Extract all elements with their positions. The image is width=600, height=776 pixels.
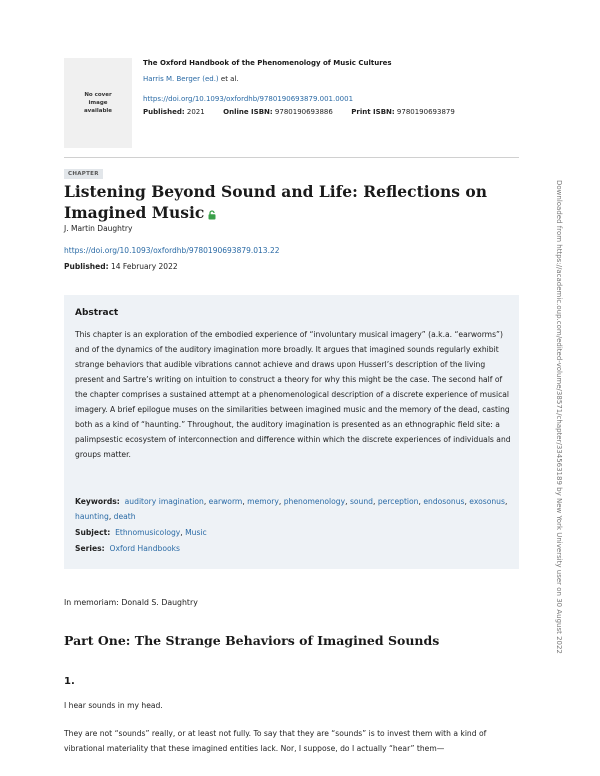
keyword-link[interactable]: sound	[349, 497, 373, 506]
series-link[interactable]: Oxford Handbooks	[109, 544, 180, 553]
section-heading: 1.	[64, 676, 75, 687]
keyword-link[interactable]: death	[113, 512, 136, 521]
download-watermark: Downloaded from https://academic.oup.com/edited-volume/38571/chapter/334563189 by New York University user on 30 August 2022	[555, 180, 563, 654]
keyword-link[interactable]: endosonus	[423, 497, 465, 506]
subject-link[interactable]: Music	[185, 528, 207, 537]
keyword-link[interactable]: earworm	[208, 497, 243, 506]
body-paragraph: They are not “sounds” really, or at least not fully. To say that they are “sounds” is to invest them with a kind of vibrational materiality that these imagined entities lack. Nor, I suppose, do I actually “hear” them—	[64, 729, 487, 753]
abstract-heading: Abstract	[75, 308, 119, 318]
part-heading: Part One: The Strange Behaviors of Imagined Sounds	[64, 633, 440, 648]
subject-row: Subject: Ethnomusicology, Music	[75, 528, 207, 537]
chapter-published	[64, 262, 178, 271]
book-published-label: Published:	[143, 108, 185, 116]
editor-link[interactable]: Harris M. Berger (ed.)	[143, 75, 219, 83]
subject-link[interactable]: Ethnomusicology	[115, 528, 181, 537]
online-isbn-value: 9780190693886	[272, 108, 333, 116]
keyword-link[interactable]: auditory imagination	[124, 497, 204, 506]
subject-label: Subject:	[75, 528, 111, 537]
cover-placeholder-text: No cover image available	[83, 92, 113, 114]
print-isbn-value: 9780190693879	[394, 108, 455, 116]
chapter-title	[64, 181, 524, 225]
book-editors	[143, 75, 239, 83]
book-title: The Oxford Handbook of the Phenomenology of Music Cultures	[143, 59, 392, 67]
keyword-link[interactable]: memory	[247, 497, 279, 506]
book-published-value: 2021	[184, 108, 205, 116]
abstract-text: This chapter is an exploration of the embodied experience of “involuntary musical imagery” (a.k.a. “earworms”) and of the dynamics of the auditory imagination more broadly. It argues that imagined sounds regularly exhibit strange behaviors that audible vibrations cannot achieve and draws upon Husserl’s description of the living present and Sartre’s writing on intuition to construct a theory for why this might be the case. The second half of the chapter comprises a sustained attempt at a phenomenological description of a discrete experience of musical imagery. A brief epilogue muses on the similarities between imagined music and the memory of the dead, casting both as a kind of “haunting.” Throughout, the auditory imagination is presented as an ethnographic field site: a palimpsestic ecosystem of interconnection and difference within which the discrete experiences of individuals and groups matter.	[75, 330, 511, 459]
online-isbn-label: Online ISBN:	[223, 108, 273, 116]
book-publication-info	[143, 108, 455, 116]
chapter-badge: CHAPTER	[64, 169, 103, 179]
chapter-author: J. Martin Daughtry	[64, 224, 133, 233]
keywords-row: Keywords: auditory imagination, earworm, memory, phenomenology, sound, perception, endosonus, exosonus, haunting, death	[75, 497, 508, 521]
chapter-published-label: Published:	[64, 262, 109, 271]
keyword-link[interactable]: exosonus	[469, 497, 505, 506]
keywords-label: Keywords:	[75, 497, 120, 506]
keyword-link[interactable]: haunting	[75, 512, 109, 521]
book-cover-placeholder	[64, 58, 132, 148]
header-divider	[64, 157, 519, 158]
chapter-published-value: 14 February 2022	[108, 262, 178, 271]
dedication: In memoriam: Donald S. Daughtry	[64, 598, 198, 607]
book-doi-link[interactable]: https://doi.org/10.1093/oxfordhb/9780190693879.001.0001	[143, 95, 354, 103]
print-isbn-label: Print ISBN:	[351, 108, 395, 116]
keyword-link[interactable]: perception	[377, 497, 419, 506]
body-paragraph: I hear sounds in my head.	[64, 701, 163, 710]
series-label: Series:	[75, 544, 105, 553]
chapter-title-text: Listening Beyond Sound and Life: Reflections on Imagined Music	[64, 182, 487, 222]
editors-suffix: et al.	[218, 75, 239, 83]
chapter-doi-link[interactable]: https://doi.org/10.1093/oxfordhb/9780190693879.013.22	[64, 246, 280, 255]
open-lock-icon	[208, 204, 216, 225]
series-row	[75, 544, 180, 553]
keyword-link[interactable]: phenomenology	[283, 497, 346, 506]
